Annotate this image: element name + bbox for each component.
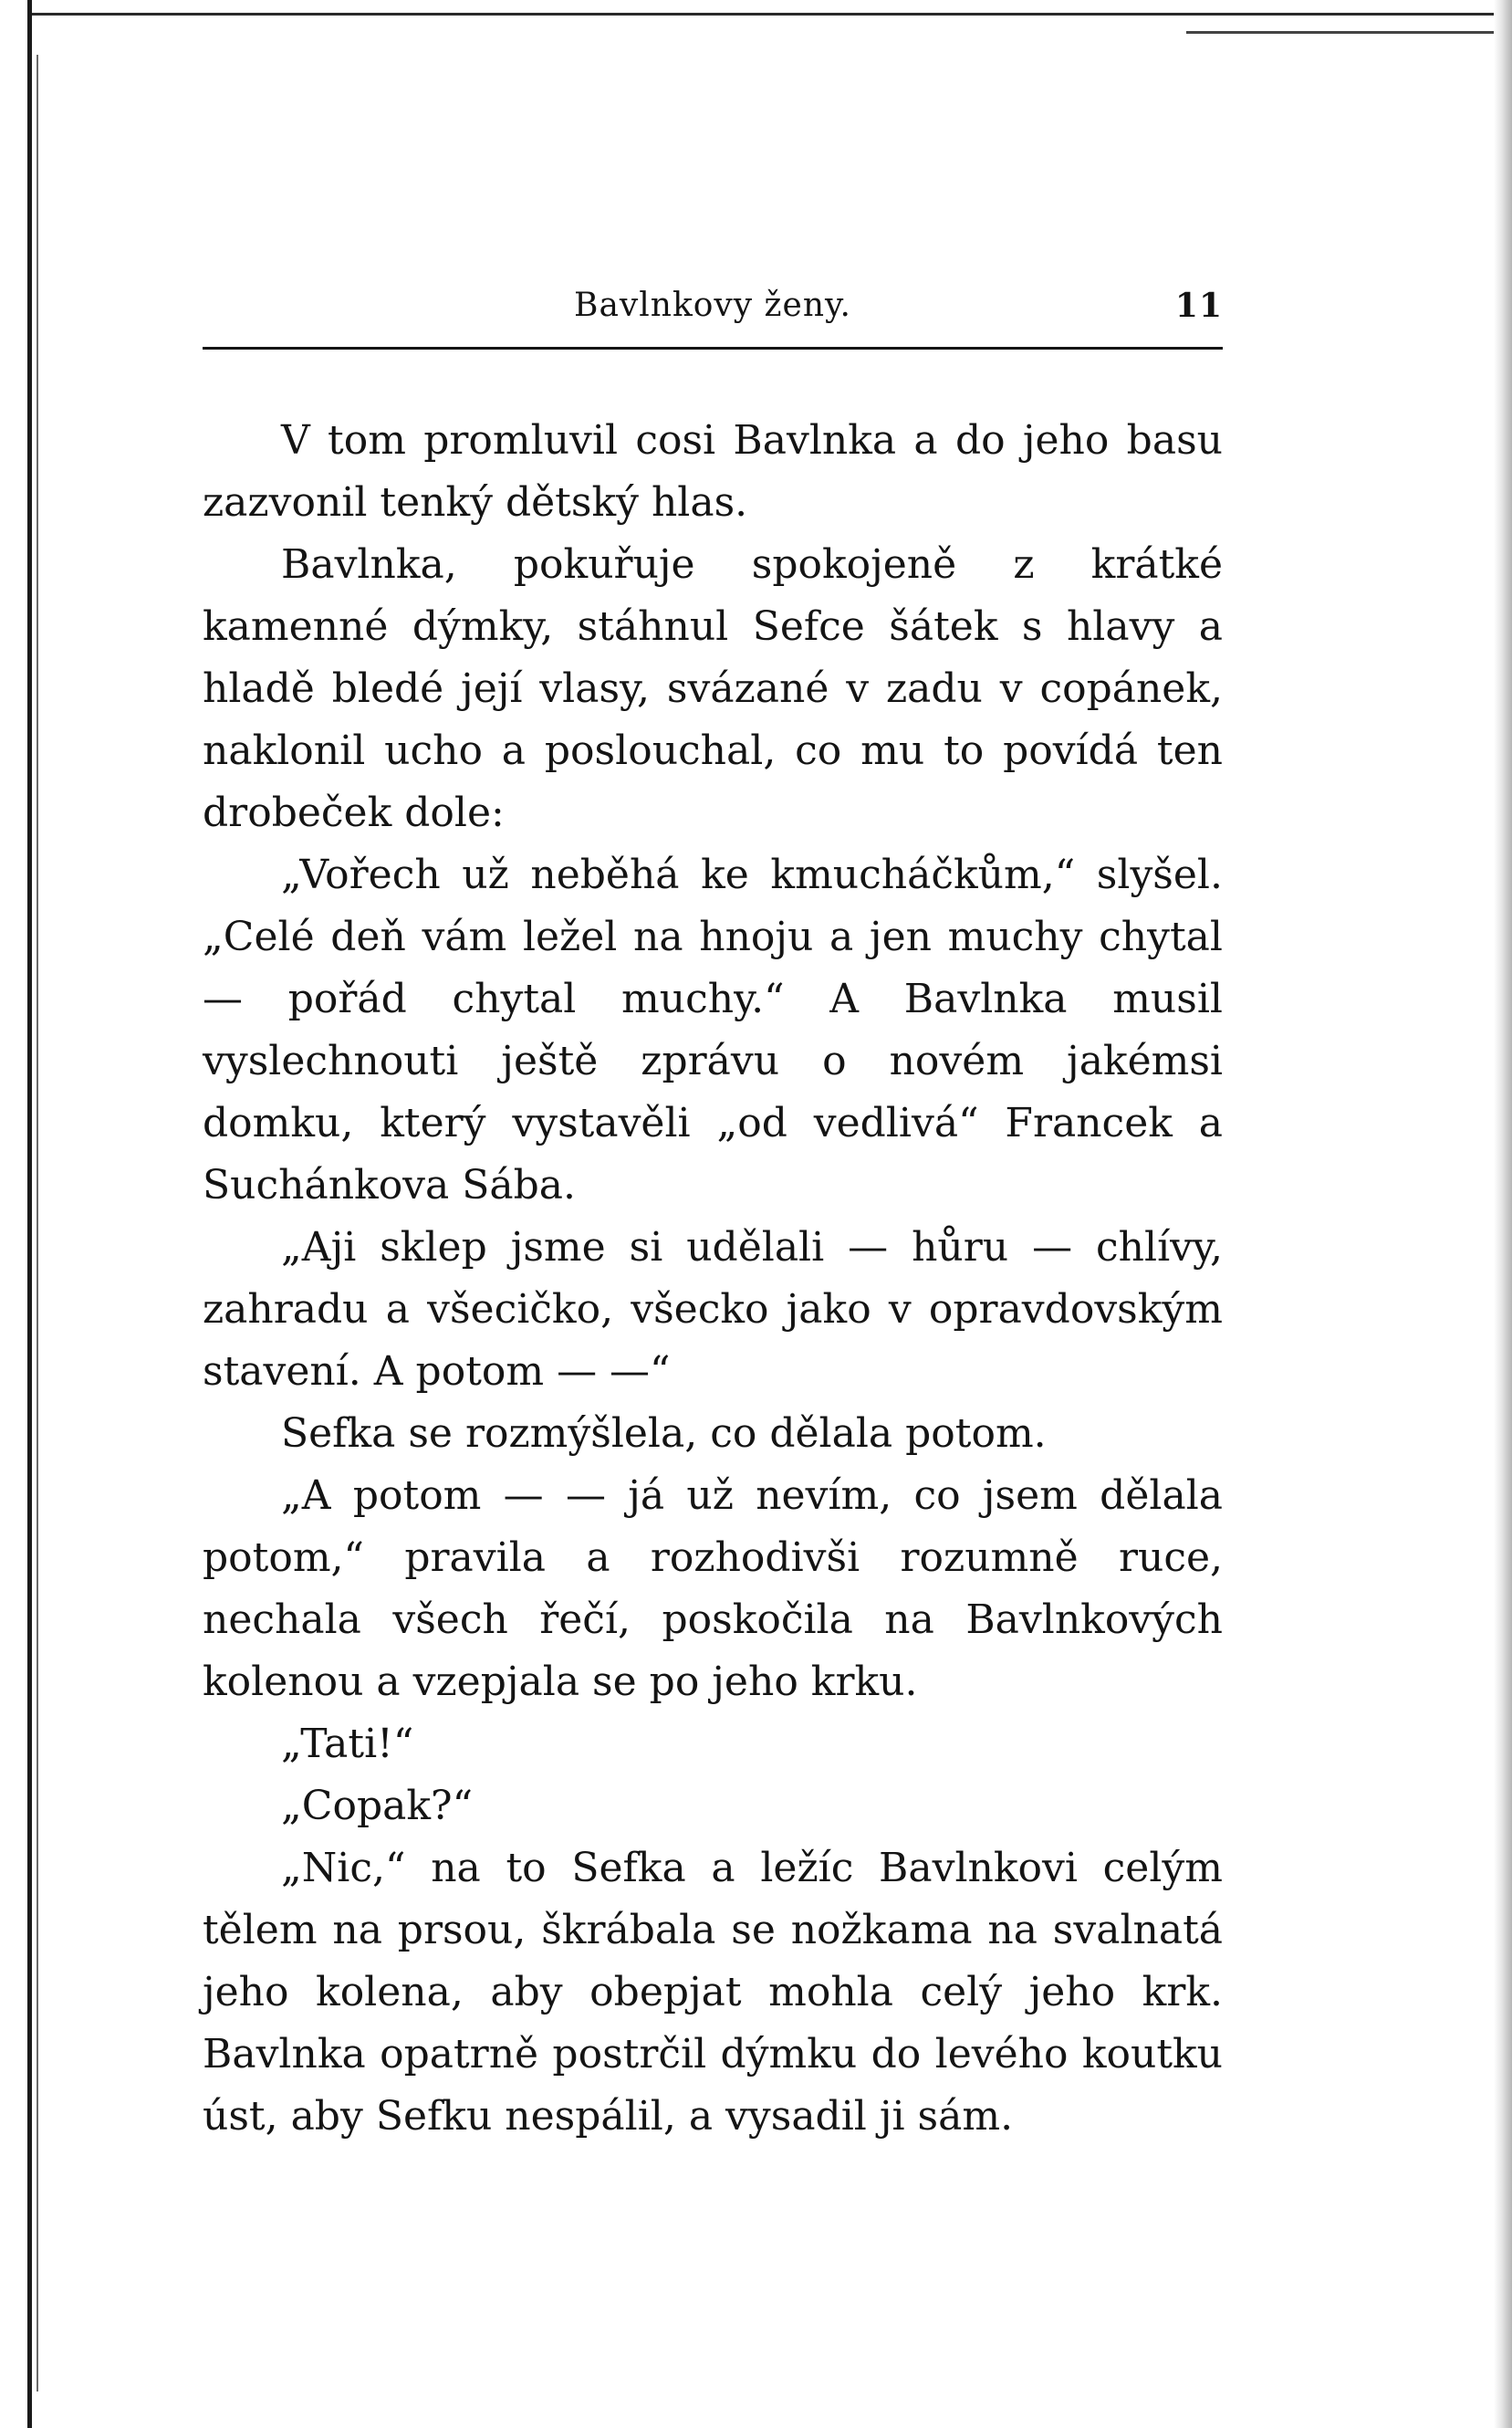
scan-right-edge [1494,0,1512,2428]
header-rule [203,347,1223,350]
paragraph: „A potom — — já už nevím, co jsem dělala potom,“ pravila a rozhodivši rozumně ruce, nechala všech řečí, poskočila na Bavlnkových kolenou a vzepjala se po jeho krku. [203,1472,1223,1705]
scan-top-edge [32,13,1512,16]
running-head [203,274,1223,329]
body-text [203,410,1223,2148]
paragraph: „Copak?“ [281,1783,474,1829]
paragraph: „Nic,“ na to Sefka a ležíc Bavlnkovi celým tělem na prsou, škrábala se nožkama na svalnatá jeho kolena, aby obepjat mohla celý jeho krk. Bavlnka opatrně postrčil dýmku do levého koutku úst, aby Sefku nespálil, a vysadil ji sám. [203,1845,1223,2140]
paragraph: „Tati!“ [281,1721,414,1767]
scan-left-shadow [36,55,38,2391]
paragraph: Sefka se rozmýšlela, co dělala potom. [281,1410,1047,1457]
paragraph: Bavlnka, pokuřuje spokojeně z krátké kamenné dýmky, stáhnul Sefce šátek s hlavy a hladě bledé její vlasy, svázané v zadu v copánek, naklonil ucho a poslouchal, co mu to povídá ten drobeček dole: [203,541,1223,836]
paragraph: „Aji sklep jsme si udělali — hůru — chlívy, zahradu a všecičko, všecko jako v opravdovským stavení. A potom — —“ [203,1224,1223,1395]
book-page [203,274,1223,2148]
running-title: Bavlnkovy ženy. [573,287,852,324]
paragraph: „Vořech už neběhá ke kmucháčkům,“ slyšel. „Celé deň vám ležel na hnoju a jen muchy chytal — pořád chytal muchy.“ A Bavlnka musil vyslechnouti ještě zprávu o novém jakémsi domku, který vystavěli „od vedlivá“ Francek a Suchánkova Sába. [203,852,1223,1209]
scan-top-edge-secondary [1186,31,1512,34]
page-number: 11 [1174,287,1223,325]
scan-left-edge [27,0,32,2428]
paragraph: V tom promluvil cosi Bavlnka a do jeho basu zazvonil tenký dětský hlas. [203,417,1223,526]
